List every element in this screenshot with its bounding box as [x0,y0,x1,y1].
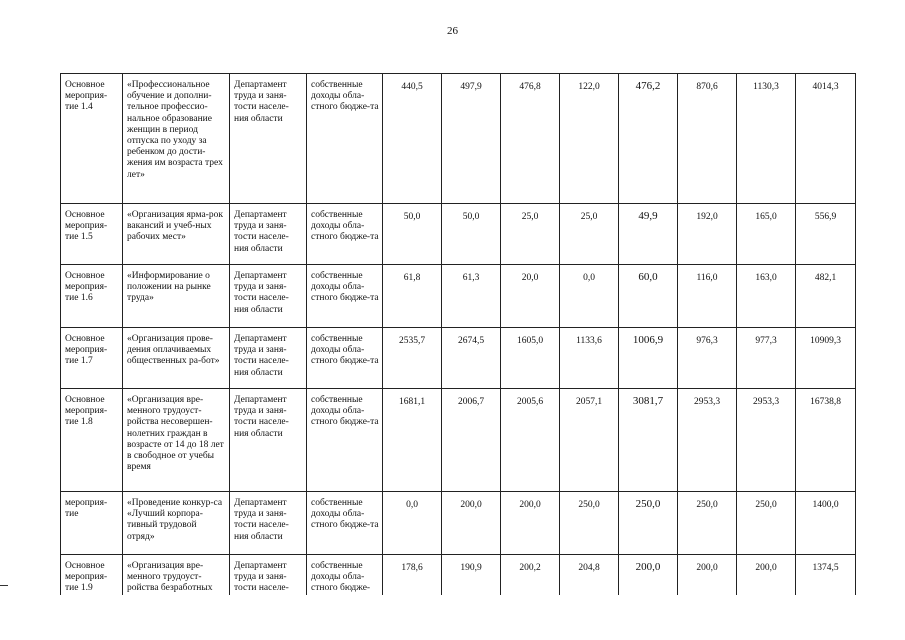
value-cell: 204,8 [560,555,619,595]
executor-cell: Департамент труда и заня-тости населе-ния области [230,389,307,492]
value-cell: 1605,0 [501,328,560,389]
value-cell: 1374,5 [796,555,856,595]
table-row [61,74,856,204]
value-cell: 476,8 [501,74,560,204]
value-cell: 25,0 [560,204,619,265]
value-cell: 870,6 [678,74,737,204]
source-cell: собственные доходы обла-стного бюдже-та [307,492,383,555]
value-cell: 192,0 [678,204,737,265]
value-cell: 977,3 [737,328,796,389]
value-cell: 556,9 [796,204,856,265]
value-cell: 60,0 [619,265,678,328]
value-cell: 200,0 [501,492,560,555]
value-cell: 250,0 [737,492,796,555]
value-cell: 200,0 [678,555,737,595]
value-cell: 20,0 [501,265,560,328]
value-cell: 2953,3 [737,389,796,492]
value-cell: 50,0 [442,204,501,265]
value-cell: 10909,3 [796,328,856,389]
event-cell: Основное мероприя-тие 1.5 [61,204,123,265]
source-cell: собственные доходы обла-стного бюдже-та [307,74,383,204]
funding-table [60,73,856,595]
value-cell: 200,0 [442,492,501,555]
value-cell: 1130,3 [737,74,796,204]
value-cell: 2005,6 [501,389,560,492]
event-cell: Основное мероприя-тие 1.9 [61,555,123,595]
value-cell: 1681,1 [383,389,442,492]
value-cell: 2057,1 [560,389,619,492]
name-cell: «Информирование о положении на рынке труда» [123,265,230,328]
source-cell: собственные доходы обла-стного бюдже-та [307,265,383,328]
table-row [61,204,856,265]
executor-cell: Департамент труда и заня-тости населе-ния области [230,204,307,265]
value-cell: 476,2 [619,74,678,204]
value-cell: 200,2 [501,555,560,595]
table-row [61,555,856,595]
value-cell: 200,0 [619,555,678,595]
value-cell: 25,0 [501,204,560,265]
executor-cell: Департамент труда и заня-тости населе- [230,555,307,595]
name-cell: «Проведение конкур-са «Лучший корпора-тивный трудовой отряд» [123,492,230,555]
table-body [61,74,856,595]
name-cell: «Организация вре-менного трудоуст-ройства безработных [123,555,230,595]
name-cell: «Организация вре-менного трудоуст-ройства несовершен-нолетних граждан в возрасте от 14 до 18 лет в свободное от учебы время [123,389,230,492]
value-cell: 50,0 [383,204,442,265]
value-cell: 178,6 [383,555,442,595]
value-cell: 190,9 [442,555,501,595]
value-cell: 976,3 [678,328,737,389]
value-cell: 0,0 [560,265,619,328]
value-cell: 200,0 [737,555,796,595]
event-cell: Основное мероприя-тие 1.6 [61,265,123,328]
value-cell: 482,1 [796,265,856,328]
value-cell: 250,0 [678,492,737,555]
table-row [61,328,856,389]
name-cell: «Профессиональное обучение и дополни-тельное профессио-нальное образование женщин в период отпуска по уходу за ребенком до дости-жения им возраста трех лет» [123,74,230,204]
value-cell: 0,0 [383,492,442,555]
executor-cell: Департамент труда и заня-тости населе-ния области [230,265,307,328]
value-cell: 3081,7 [619,389,678,492]
value-cell: 1006,9 [619,328,678,389]
value-cell: 165,0 [737,204,796,265]
value-cell: 122,0 [560,74,619,204]
value-cell: 116,0 [678,265,737,328]
value-cell: 2006,7 [442,389,501,492]
event-cell: Основное мероприя-тие 1.7 [61,328,123,389]
value-cell: 1133,6 [560,328,619,389]
value-cell: 2953,3 [678,389,737,492]
value-cell: 49,9 [619,204,678,265]
margin-mark [0,585,8,586]
executor-cell: Департамент труда и заня-тости населе-ния области [230,492,307,555]
value-cell: 250,0 [619,492,678,555]
table-row [61,265,856,328]
name-cell: «Организация ярма-рок вакансий и учеб-ных рабочих мест» [123,204,230,265]
source-cell: собственные доходы обла-стного бюдже-та [307,204,383,265]
source-cell: собственные доходы обла-стного бюдже-та [307,389,383,492]
value-cell: 2674,5 [442,328,501,389]
source-cell: собственные доходы обла-стного бюдже- [307,555,383,595]
value-cell: 440,5 [383,74,442,204]
event-cell: мероприя-тие [61,492,123,555]
name-cell: «Организация прове-дения оплачиваемых общественных ра-бот» [123,328,230,389]
value-cell: 250,0 [560,492,619,555]
value-cell: 2535,7 [383,328,442,389]
value-cell: 61,3 [442,265,501,328]
executor-cell: Департамент труда и заня-тости населе-ния области [230,328,307,389]
value-cell: 16738,8 [796,389,856,492]
value-cell: 497,9 [442,74,501,204]
page-number: 26 [447,25,458,37]
source-cell: собственные доходы обла-стного бюдже-та [307,328,383,389]
event-cell: Основное мероприя-тие 1.4 [61,74,123,204]
value-cell: 1400,0 [796,492,856,555]
value-cell: 4014,3 [796,74,856,204]
table-row [61,492,856,555]
value-cell: 163,0 [737,265,796,328]
table-row [61,389,856,492]
event-cell: Основное мероприя-тие 1.8 [61,389,123,492]
executor-cell: Департамент труда и заня-тости населе-ния области [230,74,307,204]
value-cell: 61,8 [383,265,442,328]
